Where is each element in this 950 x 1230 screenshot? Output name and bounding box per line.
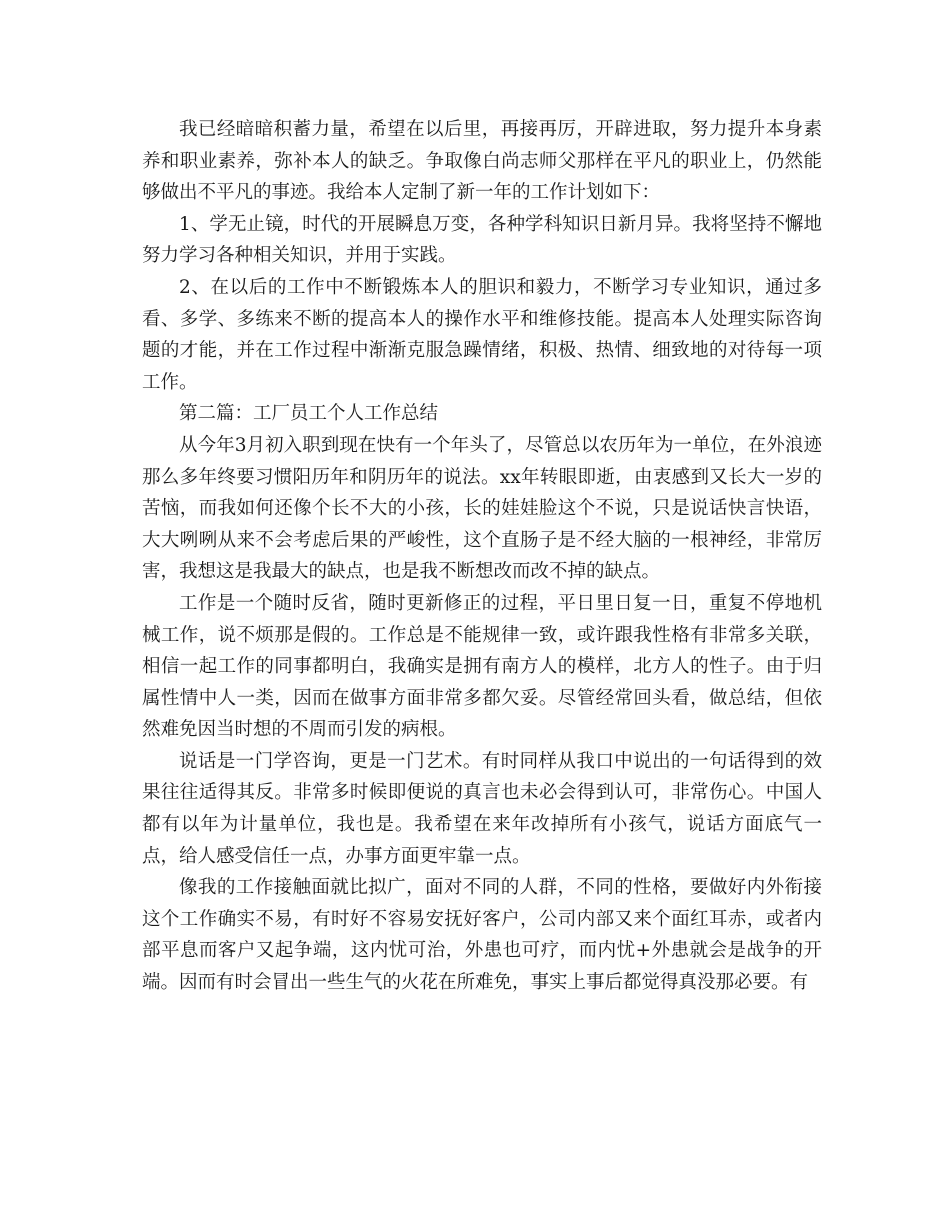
paragraph-intro: 我已经暗暗积蓄力量，希望在以后里，再接再厉，开辟进取，努力提升本身素养和职业素养，弥补本人的缺乏。争取像白尚志师父那样在平凡的职业上，仍然能够做出不平凡的事迹。我给本人定制了新一年的工作计划如下：: [142, 119, 822, 204]
paragraph-plan-item-1: 1、学无止镜，时代的开展瞬息万变，各种学科知识日新月异。我将坚持不懈地努力学习各种相关知识，并用于实践。: [142, 213, 822, 267]
paragraph-plan-item-2: 2、在以后的工作中不断锻炼本人的胆识和毅力，不断学习专业知识，通过多看、多学、多练来不断的提高本人的操作水平和维修技能。提高本人处理实际咨询题的才能，并在工作过程中渐渐克服急躁情绪，积极、热情、细致地的对待每一项工作。: [142, 276, 822, 393]
section-heading: 第二篇：工厂员工个人工作总结: [179, 403, 439, 425]
paragraph-body-2: 工作是一个随时反省，随时更新修正的过程，平日里日复一日，重复不停地机械工作，说不烦那是假的。工作总是不能规律一致，或许跟我性格有非常多关联，相信一起工作的同事都明白，我确实是拥有南方人的模样，北方人的性子。由于归属性情中人一类，因而在做事方面非常多都欠妥。尽管经常回头看，做总结，但依然难免因当时想的不周而引发的病根。: [142, 592, 822, 741]
document-page: [142, 114, 822, 999]
paragraph-body-4: 像我的工作接触面就比拟广，面对不同的人群，不同的性格，要做好内外衔接这个工作确实不易，有时好不容易安抚好客户，公司内部又来个面红耳赤，或者内部平息而客户又起争端，这内忧可治，外患也可疗，而内忧+外患就会是战争的开端。因而有时会冒出一些生气的火花在所难免，事实上事后都觉得真没那必要。有: [142, 877, 822, 994]
paragraph-body-1: 从今年3月初入职到现在快有一个年头了，尽管总以农历年为一单位，在外浪迹那么多年终要习惯阳历年和阴历年的说法。xx年转眼即逝，由衷感到又长大一岁的苦恼，而我如何还像个长不大的小孩，长的娃娃脸这个不说，只是说话快言快语，大大咧咧从来不会考虑后果的严峻性，这个直肠子是不经大脑的一根神经，非常厉害，我想这是我最大的缺点，也是我不断想改而改不掉的缺点。: [142, 434, 822, 583]
paragraph-body-3: 说话是一门学咨询，更是一门艺术。有时同样从我口中说出的一句话得到的效果往往适得其反。非常多时候即便说的真言也未必会得到认可，非常伤心。中国人都有以年为计量单位，我也是。我希望在来年改掉所有小孩气，说话方面底气一点，给人感受信任一点，办事方面更牢靠一点。: [142, 750, 822, 867]
